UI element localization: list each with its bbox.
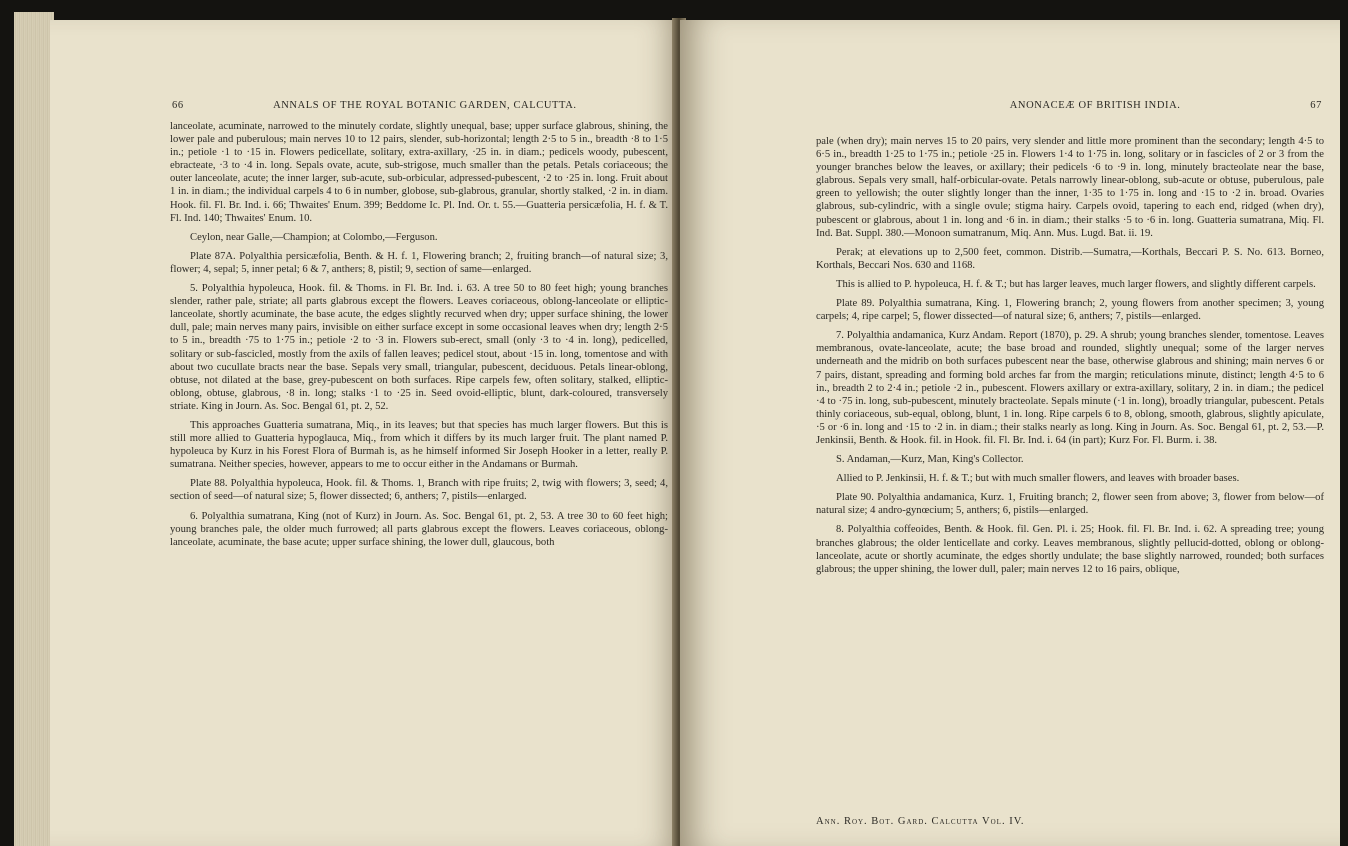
running-head: ANNALS OF THE ROYAL BOTANIC GARDEN, CALCUTTA.	[273, 100, 577, 111]
page-stack-edge	[14, 12, 54, 846]
paragraph: S. Andaman,—Kurz, Man, King's Collector.	[836, 454, 1024, 466]
left-page-header	[172, 100, 666, 111]
right-page	[680, 20, 1340, 846]
plate-caption: Plate 87A. Polyalthia persicæfolia, Benth. & H. f. 1, Flowering branch; 2, fruiting branch—of natural size; 3, flower; 4, sepal; 5, inner petal; 6 & 7, anthers; 8, pistil; 9, section of same—enlarged.	[170, 250, 668, 275]
right-page-body	[816, 135, 1324, 582]
right-page-header	[880, 100, 1322, 111]
plate-caption: Plate 89. Polyalthia sumatrana, King. 1, Flowering branch; 2, young flowers from another specimen; 3, young carpels; 4, ripe carpel; 5, flower dissected—of natural size; 6, anthers; 7, pistils—enlarged.	[816, 298, 1324, 323]
paragraph: This is allied to P. hypoleuca, H. f. & T.; but has larger leaves, much larger flowers, and slightly different carpels.	[836, 278, 1316, 290]
paragraph: pale (when dry); main nerves 15 to 20 pairs, very slender and little more prominent than the secondary; length 4·5 to 6·5 in., breadth 1·25 to 1·75 in.; petiole ·25 in. Flowers 1·4 to 1·75 in. long, solitary or in fascicles of 2 or 3 from the younger branches below the leaves, or axillary; their pedicels ·6 to ·9 in. long, minutely bracteolate near the base, glabrous. Sepals very small, half-orbicular-ovate. Petals narrowly linear-oblong, sub-acute or obtuse, puberulous, pale green to yellowish; the outer slightly longer than the inner, 1·35 to 1·75 in. long and ·15 to ·2 in. broad. Ovaries glabrous, sub-cylindric, with a single ovule; stigma hairy. Carpels ovoid, tapering to each end, ridged (when dry), pubescent or glabrous, about 1 in. long and ·6 in. in diam.; their stalks ·5 to ·6 in. long. Guatteria sumatrana, Miq. Fl. Ind. Bat. Suppl. 380.—Monoon sumatranum, Miq. Ann. Mus. Lugd. Bat. ii. 19.	[816, 136, 1324, 239]
species-entry: 7. Polyalthia andamanica, Kurz Andam. Report (1870), p. 29. A shrub; young branches slender, tomentose. Leaves membranous, ovate-lanceolate, acute; the base broad and rounded, slightly unequal; some of the larger nerves underneath and the midrib on both surfaces pubescent near the base, otherwise glabrous and shining; main nerves 6 or 7 pairs, distant, spreading and forming bold arches far from the margin; reticulations minute, distinct; length 4·5 to 6 in., breadth 2 to 2·4 in.; petiole ·2 in., pubescent. Flowers axillary or extra-axillary, solitary, 2 in. in diam.; the pedicel ·4 to ·75 in. long, sub-pubescent, minutely bracteolate. Sepals minute (·1 in. long), broadly triangular, pubescent. Petals thinly coriaceous, sub-equal, oblong, blunt, 1 in. long. Ripe carpels 6 to 8, oblong, smooth, glabrous, slightly apiculate, ·5 or ·6 in. long and ·15 to ·2 in. in diam.; their stalks nearly as long. King in Journ. As. Soc. Bengal 61, pt. 2, 53.—P. Jenkinsii, Benth. & Hook. fil. in Hook. fil. Fl. Br. Ind. i. 64 (in part); Kurz For. Fl. Burm. i. 38.	[816, 330, 1324, 446]
species-entry: 5. Polyalthia hypoleuca, Hook. fil. & Thoms. in Fl. Br. Ind. i. 63. A tree 50 to 80 feet high; young branches slender, rather pale, striate; all parts glabrous except the flowers. Leaves coriaceous, oblong-lanceolate or elliptic-lanceolate, shortly acuminate, the base acute, the edges slightly recurved when dry; upper surface shining, the lower dull, pale; main nerves many pairs, invisible on either surface except in some occasional leaves when dry; length 2·5 to 5 in., breadth ·75 to 1·75 in.; petiole ·2 to ·3 in. Flowers sub-erect, small (only ·3 to ·4 in. long), pedicelled, solitary or sub-fascicled, mostly from the axils of fallen leaves; pedicel stout, about ·15 in. long, tomentose and with about two cucullate bracts near the base. Sepals very small, triangular, pubescent, deciduous. Petals linear-oblong, obtuse, not dilated at the base, grey-pubescent on both surfaces. Ripe carpels few, often solitary, stalked, elliptic-oblong, obtuse, glabrous, ·8 in. long; stalks ·1 to ·25 in. Seed ovoid-elliptic, blunt, dark-coloured, transversely striate. King in Journ. As. Soc. Bengal 61, pt. 2, 52.	[170, 283, 668, 412]
left-page	[50, 20, 678, 846]
species-entry: 8. Polyalthia coffeoides, Benth. & Hook. fil. Gen. Pl. i. 25; Hook. fil. Fl. Br. Ind. i. 62. A spreading tree; young branches glabrous; the older lenticellate and corky. Leaves membranous, slightly pellucid-dotted, oblong or oblong-lanceolate, acute or shortly acuminate, the edges shortly undulate; the base slightly narrowed, rounded; both surfaces glabrous; the upper shining, the lower dull, paler; main nerves 12 to 16 pairs, oblique,	[816, 524, 1324, 575]
paragraph: Ceylon, near Galle,—Champion; at Colombo,—Ferguson.	[190, 231, 438, 243]
running-head: ANONACEÆ OF BRITISH INDIA.	[1009, 100, 1181, 111]
page-number: 67	[1310, 100, 1322, 111]
page-number: 66	[172, 100, 184, 111]
paragraph: This approaches Guatteria sumatrana, Miq., in its leaves; but that species has much larger flowers. But this is still more allied to Guatteria hypoglauca, Miq., from which it differs by its much larger fruit. The plant named P. hypoleuca by Kurz in his Forest Flora of Burmah is, as he himself informed Sir Joseph Hooker in a letter, really P. sumatrana. Neither species, however, appears to me to occur either in the Andamans or Burmah.	[170, 419, 668, 471]
paragraph: Perak; at elevations up to 2,500 feet, common. Distrib.—Sumatra,—Korthals, Beccari P. S. No. 613. Borneo, Korthals, Beccari Nos. 630 and 1168.	[816, 246, 1324, 271]
plate-caption: Plate 88. Polyalthia hypoleuca, Hook. fil. & Thoms. 1, Branch with ripe fruits; 2, twig with flowers; 3, seed; 4, section of seed—of natural size; 5, flower dissected; 6, anthers; 7, pistils—enlarged.	[170, 478, 668, 503]
page-footer: Ann. Roy. Bot. Gard. Calcutta Vol. IV.	[816, 816, 1025, 827]
species-entry: 6. Polyalthia sumatrana, King (not of Kurz) in Journ. As. Soc. Bengal 61, pt. 2, 53. A tree 30 to 60 feet high; young branches pale, the older much furrowed; all parts glabrous except the flowers. Leaves coriaceous, oblong-lanceolate, acuminate, the base acute; upper surface shining, the lower dull, glaucous, both	[170, 510, 668, 548]
left-page-body	[170, 120, 668, 555]
paragraph: lanceolate, acuminate, narrowed to the minutely cordate, slightly unequal, base; upper surface glabrous, shining, the lower pale and puberulous; main nerves 10 to 12 pairs, slender, sub-horizontal; length 2·5 to 5 in., breadth ·8 to 1·5 in.; petiole ·1 to ·15 in. Flowers pedicellate, solitary, extra-axillary, ·25 in. in diam.; pedicels woody, pubescent, ebracteate, ·3 to ·4 in. long. Sepals ovate, acute, sub-strigose, much smaller than the petals. Petals coriaceous; the outer lanceolate, acute; the inner larger, sub-acute, sub-orbicular, adpressed-pubescent, ·2 to ·25 in. long. Fruit about 1 in. in diam.; the individual carpels 4 to 6 in number, globose, sub-glabrous, granular, shortly stalked, ·2 in. in diam. Hook. fil. Fl. Br. Ind. i. 66; Thwaites' Enum. 399; Beddome Ic. Pl. Ind. Or. t. 55.—Guatteria persicæfolia, H. f. & T. Fl. Ind. 140; Thwaites' Enum. 10.	[170, 121, 668, 224]
paragraph: Allied to P. Jenkinsii, H. f. & T.; but with much smaller flowers, and leaves with broader bases.	[836, 473, 1240, 485]
plate-caption: Plate 90. Polyalthia andamanica, Kurz. 1, Fruiting branch; 2, flower seen from above; 3, flower from below—of natural size; 4 andro-gynœcium; 5, anthers; 6, pistils—enlarged.	[816, 492, 1324, 517]
